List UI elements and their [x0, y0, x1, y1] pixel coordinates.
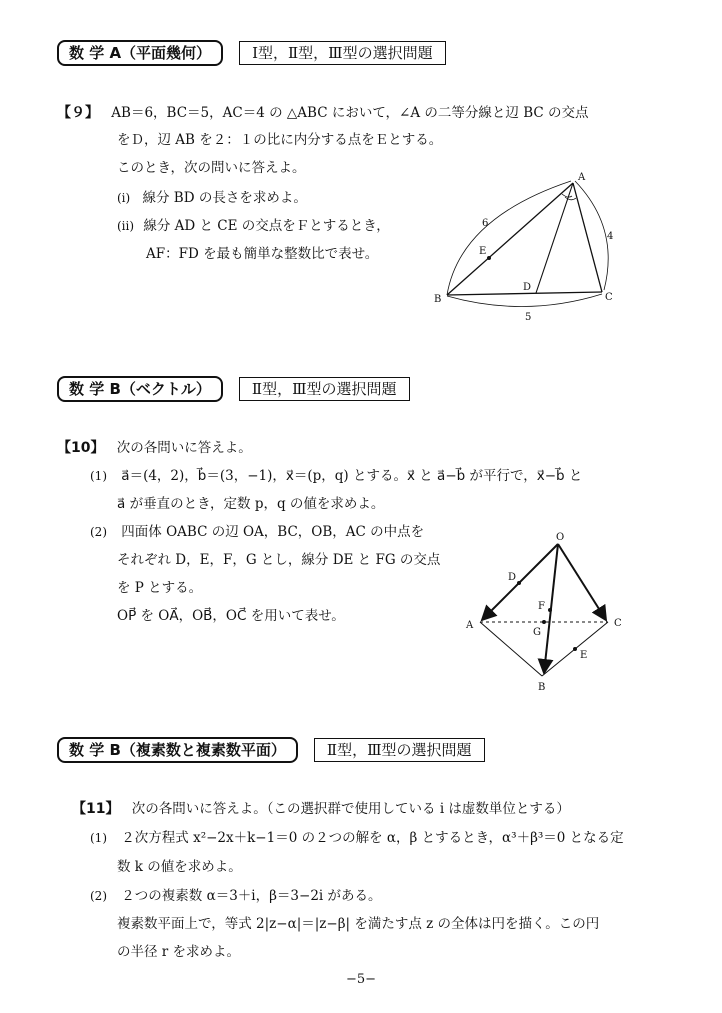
item-label: (1): [90, 831, 107, 845]
problem-text: 次の各問いに答えよ。（この選択群で使用している i は虚数単位とする）: [131, 801, 570, 817]
problem-10-item-1-line-2: a⃗ が垂直のとき，定数 p，q の値を求めよ。: [117, 496, 385, 512]
label-length-ac: 4: [607, 231, 614, 242]
section-header-math-a: [57, 40, 446, 66]
problem-9-item-ii-cont: AF：FD を最も簡単な整数比で表せ。: [146, 246, 379, 262]
item-text: 線分 AD と CE の交点をＦとするとき，: [143, 218, 390, 234]
section-title: 数 学 B（ベクトル）: [57, 376, 223, 402]
label-c: C: [614, 618, 622, 629]
point-e: [487, 256, 491, 260]
problem-10-item-2-line-3: を P とする。: [117, 580, 203, 596]
label-d: D: [508, 572, 517, 583]
section-header-math-b-complex: [57, 737, 485, 763]
problem-11-item-2-line-3: の半径 r を求めよ。: [117, 944, 241, 960]
point-d: [517, 581, 521, 585]
problem-11-item-1-line-1: [90, 826, 624, 846]
problem-text: 次の各問いに答えよ。: [116, 440, 252, 456]
section-title: 数 学 A（平面幾何）: [57, 40, 223, 66]
section-title: 数 学 B（複素数と複素数平面）: [57, 737, 298, 763]
label-b: B: [434, 294, 442, 305]
item-label: (1): [90, 469, 107, 483]
angle-arc-2: [565, 197, 576, 200]
problem-9-item-i: [117, 186, 307, 206]
problem-number: 【11】: [72, 801, 120, 817]
problem-11-item-1-line-2: 数 k の値を求めよ。: [117, 859, 242, 875]
problem-9-line-3: このとき，次の問いに答えよ。: [117, 160, 306, 176]
item-text: a⃗＝(4，2)，b⃗＝(3，−1)，x⃗＝(p，q) とする。x⃗ と a⃗−b⃗ が平行で，x⃗−b⃗ と: [121, 468, 583, 484]
page-number: −5−: [345, 972, 377, 987]
point-e: [573, 647, 577, 651]
label-a: A: [466, 620, 474, 631]
problem-10-intro: [57, 436, 252, 457]
item-text: ２つの複素数 α＝3＋i，β＝3−2i がある。: [121, 888, 382, 904]
tetrahedron-figure: [458, 528, 638, 696]
label-e: E: [479, 246, 487, 257]
problem-text: AB＝6，BC＝5，AC＝4 の △ABC において，∠A の二等分線と辺 BC の交点: [111, 105, 589, 121]
problem-10-item-2-line-2: それぞれ D，E，F，G とし，線分 DE と FG の交点: [117, 552, 441, 568]
problem-number: 【10】: [57, 440, 105, 456]
item-label: (i): [117, 191, 131, 205]
label-a: A: [578, 172, 586, 183]
problem-9-line-2: をＤ，辺 AB を２：１の比に内分する点をＥとする。: [117, 132, 443, 148]
section-type-box: Ⅰ型，Ⅱ型，Ⅲ型の選択問題: [239, 41, 446, 65]
item-label: (2): [90, 889, 107, 903]
problem-9-item-ii: [117, 214, 390, 234]
label-length-ab: 6: [482, 218, 489, 229]
label-b: B: [538, 682, 546, 693]
label-c: C: [605, 292, 613, 303]
triangle-figure: [430, 168, 630, 323]
section-type-box: Ⅱ型，Ⅲ型の選択問題: [239, 377, 410, 401]
brace-ac: [575, 181, 608, 290]
vector-oc: [558, 544, 606, 620]
item-label: (2): [90, 525, 107, 539]
item-text: ２次方程式 x²−2x＋k−1＝0 の２つの解を α，β とするとき，α³＋β³＝0 となる定: [121, 830, 624, 846]
problem-11-item-2-line-1: [90, 884, 382, 904]
item-text: 四面体 OABC の辺 OA，BC，OB，AC の中点を: [121, 524, 425, 540]
label-o: O: [556, 532, 565, 543]
problem-number: 【９】: [57, 105, 99, 121]
section-header-math-b-vector: [57, 376, 410, 402]
item-label: (ii): [117, 219, 135, 233]
problem-10-item-1-line-1: [90, 464, 582, 484]
problem-9-line-1: [57, 101, 588, 122]
point-f: [548, 608, 552, 612]
angle-arc-1: [562, 194, 572, 197]
label-e: E: [580, 650, 588, 661]
section-type-box: Ⅱ型，Ⅲ型の選択問題: [314, 738, 485, 762]
problem-11-intro: [72, 797, 570, 818]
brace-bc: [447, 294, 602, 307]
label-g: G: [533, 627, 541, 638]
problem-10-item-2-line-1: [90, 520, 424, 540]
problem-11-item-2-line-2: 複素数平面上で，等式 2|z−α|＝|z−β| を満たす点 z の全体は円を描く。この円: [117, 916, 600, 932]
side-ac: [573, 183, 602, 292]
label-length-bc: 5: [525, 312, 532, 323]
label-f: F: [538, 601, 545, 612]
label-d: D: [523, 282, 532, 293]
problem-10-item-2-line-4: OP⃗ を OA⃗，OB⃗，OC⃗ を用いて表せ。: [117, 608, 345, 624]
item-text: 線分 BD の長さを求めよ。: [142, 190, 307, 206]
point-g: [542, 620, 546, 624]
